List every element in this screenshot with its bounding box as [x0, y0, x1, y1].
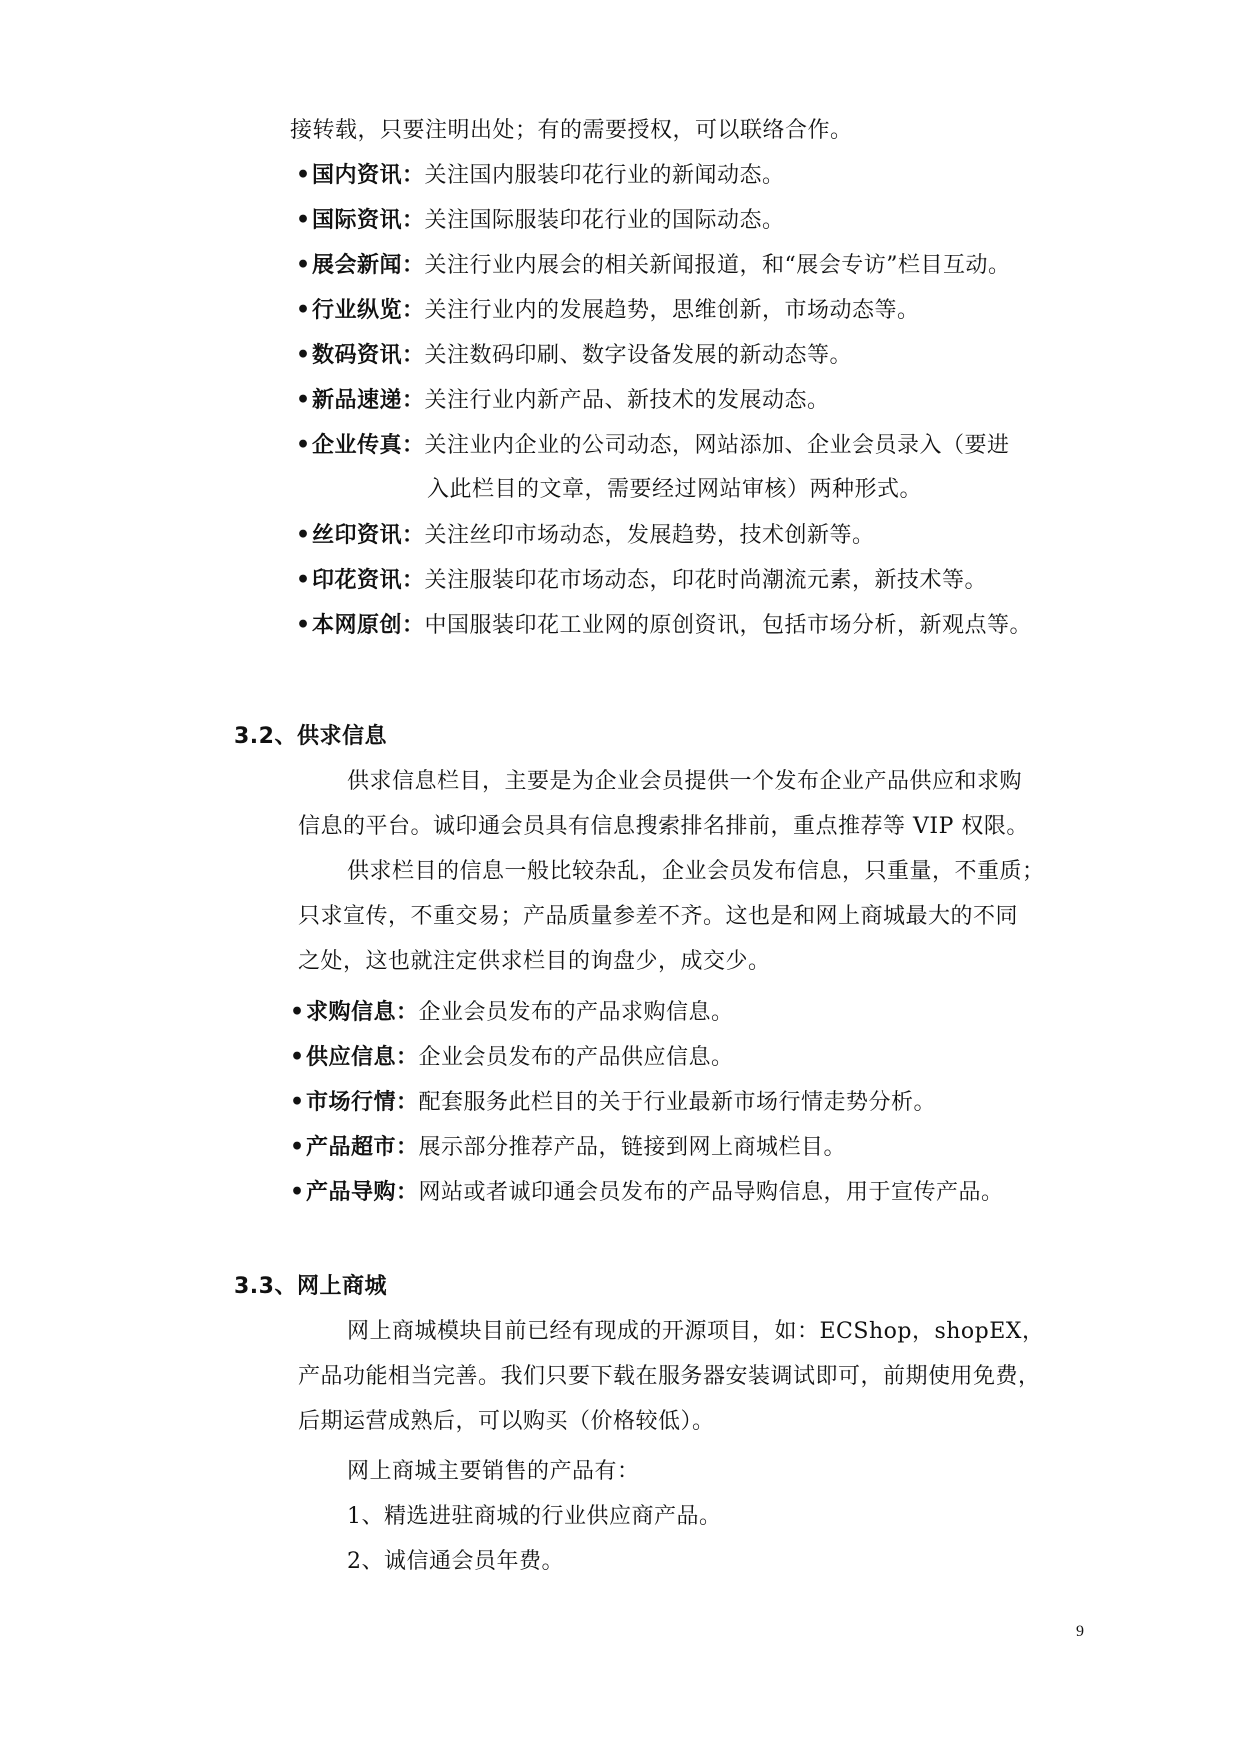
news-item-desc: 关注丝印市场动态，发展趋势，技术创新等。 [424, 523, 875, 548]
news-item [296, 385, 830, 416]
news-item-desc: 关注行业内的发展趋势，思维创新，市场动态等。 [424, 298, 920, 323]
news-item-desc: 关注行业内新产品、新技术的发展动态。 [424, 388, 830, 413]
bullet-icon: • [296, 207, 311, 233]
paragraph-line: 产品功能相当完善。我们只要下载在服务器安装调试即可，前期使用免费， [298, 1364, 1041, 1389]
news-item-desc: 关注国内服装印花行业的新闻动态。 [424, 163, 785, 188]
paragraph-line: 之处，这也就注定供求栏目的询盘少，成交少。 [298, 949, 771, 974]
news-item [296, 520, 875, 551]
supply-item [290, 1132, 846, 1163]
supply-item-term: 供应信息： [306, 1045, 419, 1070]
paragraph-line: 只求宣传，不重交易；产品质量参差不齐。这也是和网上商城最大的不同 [298, 904, 1019, 929]
news-item-term: 数码资讯： [312, 343, 425, 368]
supply-item [290, 1087, 936, 1118]
news-item [296, 430, 1010, 461]
supply-item [290, 1177, 1004, 1208]
list-item: 1、精选进驻商城的行业供应商产品。 [347, 1504, 722, 1529]
news-item-desc: 关注业内企业的公司动态，网站添加、企业会员录入（要进 [424, 433, 1010, 458]
bullet-icon: • [290, 999, 305, 1025]
page-number: 9 [1076, 1623, 1084, 1640]
news-item-desc: 关注数码印刷、数字设备发展的新动态等。 [424, 343, 853, 368]
bullet-icon: • [290, 1089, 305, 1115]
news-item-desc: 中国服装印花工业网的原创资讯，包括市场分析，新观点等。 [424, 613, 1033, 638]
news-item-term: 丝印资讯： [312, 523, 425, 548]
paragraph-line: 供求信息栏目，主要是为企业会员提供一个发布企业产品供应和求购 [347, 769, 1023, 794]
news-item [296, 205, 785, 236]
news-item-desc: 关注行业内展会的相关新闻报道，和“展会专访”栏目互动。 [424, 253, 1011, 278]
news-item-term: 印花资讯： [312, 568, 425, 593]
supply-item [290, 1042, 734, 1073]
news-item [296, 610, 1032, 641]
news-item-term: 新品速递： [312, 388, 425, 413]
section-heading-3-2: 3.2、供求信息 [234, 724, 387, 749]
intro-continuation: 接转载，只要注明出处；有的需要授权，可以联络合作。 [290, 118, 853, 143]
news-item-desc: 关注服装印花市场动态，印花时尚潮流元素，新技术等。 [424, 568, 988, 593]
paragraph-line: 信息的平台。诚印通会员具有信息搜索排名排前，重点推荐等 VIP 权限。 [298, 814, 1029, 839]
news-item [296, 160, 785, 191]
paragraph-line: 供求栏目的信息一般比较杂乱，企业会员发布信息，只重量，不重质； [347, 859, 1045, 884]
news-item [296, 340, 852, 371]
bullet-icon: • [296, 567, 311, 593]
bullet-icon: • [296, 522, 311, 548]
supply-item-desc: 网站或者诚印通会员发布的产品导购信息，用于宣传产品。 [418, 1180, 1004, 1205]
news-item-term: 展会新闻： [312, 253, 425, 278]
news-item-term: 行业纵览： [312, 298, 425, 323]
supply-item-desc: 企业会员发布的产品供应信息。 [418, 1045, 734, 1070]
supply-item-desc: 配套服务此栏目的关于行业最新市场行情走势分析。 [418, 1090, 937, 1115]
paragraph-line: 后期运营成熟后，可以购买（价格较低）。 [298, 1409, 715, 1434]
supply-item-desc: 展示部分推荐产品，链接到网上商城栏目。 [418, 1135, 847, 1160]
bullet-icon: • [290, 1044, 305, 1070]
news-item-desc-continuation: 入此栏目的文章，需要经过网站审核）两种形式。 [427, 477, 923, 502]
paragraph-line: 网上商城模块目前已经有现成的开源项目，如：ECShop，shopEX， [347, 1319, 1045, 1344]
bullet-icon: • [296, 387, 311, 413]
bullet-icon: • [290, 1179, 305, 1205]
news-item-term: 企业传真： [312, 433, 425, 458]
bullet-icon: • [296, 432, 311, 458]
supply-item-term: 产品超市： [306, 1135, 419, 1160]
news-item [296, 565, 987, 596]
bullet-icon: • [290, 1134, 305, 1160]
news-item [296, 250, 1011, 281]
news-item [296, 295, 920, 326]
bullet-icon: • [296, 252, 311, 278]
news-item-term: 国际资讯： [312, 208, 425, 233]
supply-item-desc: 企业会员发布的产品求购信息。 [418, 1000, 734, 1025]
paragraph-line: 网上商城主要销售的产品有： [347, 1459, 640, 1484]
news-item-desc: 关注国际服装印花行业的国际动态。 [424, 208, 785, 233]
bullet-icon: • [296, 342, 311, 368]
supply-item-term: 产品导购： [306, 1180, 419, 1205]
list-item: 2、诚信通会员年费。 [347, 1549, 564, 1574]
supply-item-term: 求购信息： [306, 1000, 419, 1025]
news-item-term: 本网原创： [312, 613, 425, 638]
supply-item-term: 市场行情： [306, 1090, 419, 1115]
supply-item [290, 997, 734, 1028]
section-heading-3-3: 3.3、网上商城 [234, 1274, 387, 1299]
bullet-icon: • [296, 612, 311, 638]
news-item-term: 国内资讯： [312, 163, 425, 188]
bullet-icon: • [296, 297, 311, 323]
bullet-icon: • [296, 162, 311, 188]
